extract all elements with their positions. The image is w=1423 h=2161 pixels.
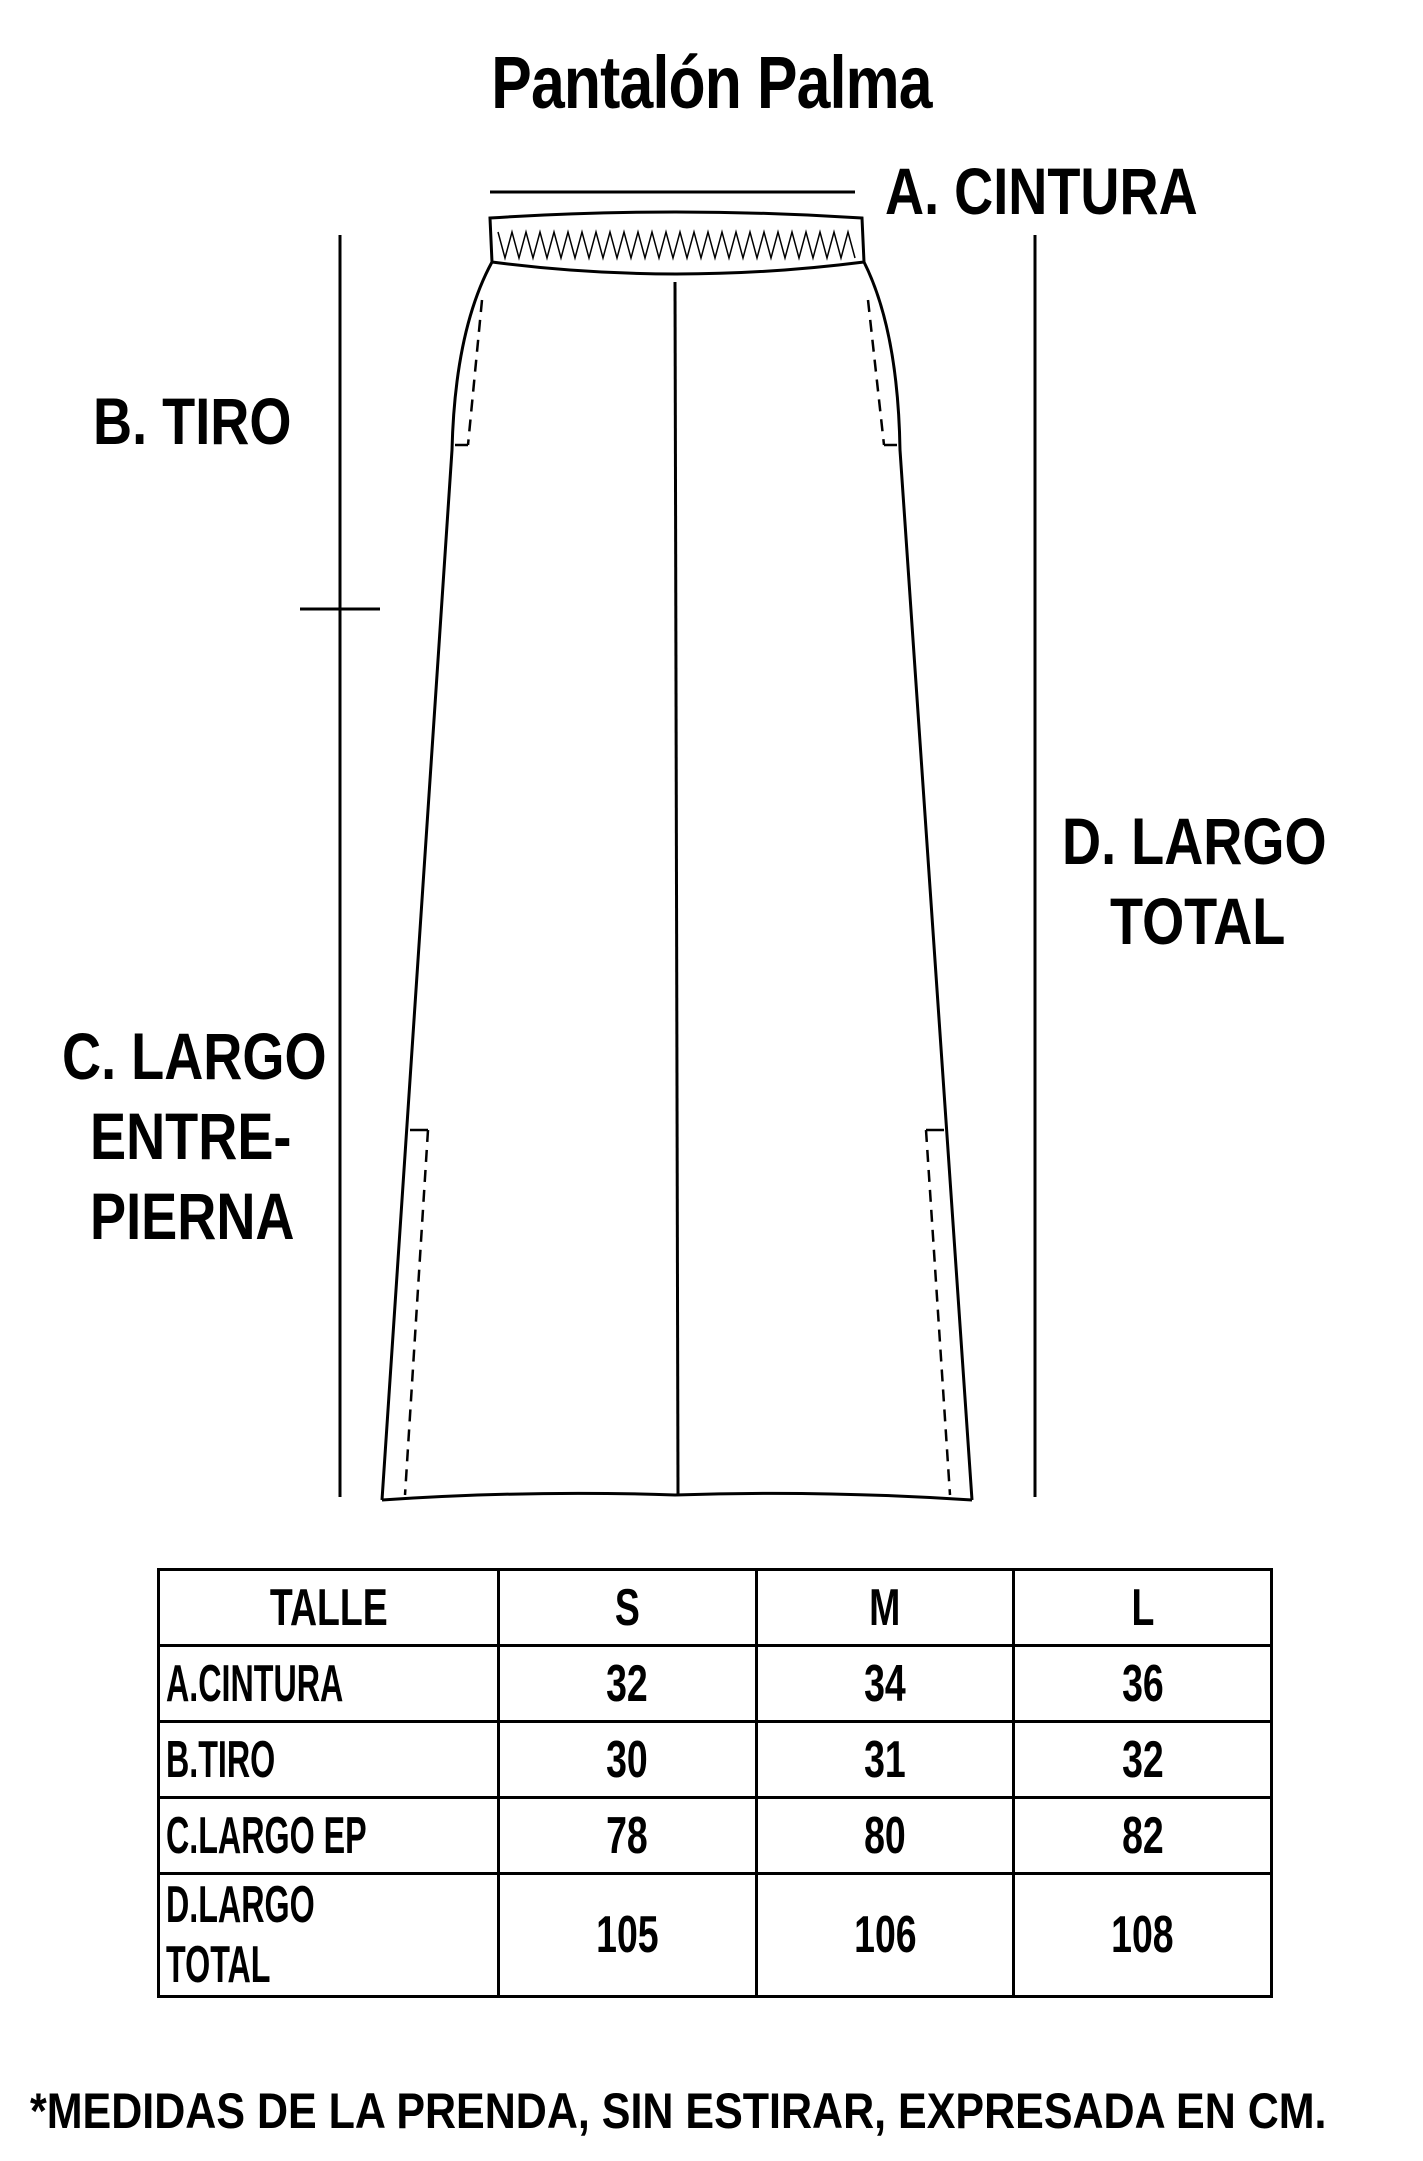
elastic-zigzag xyxy=(498,232,855,258)
table-row xyxy=(159,1722,1272,1798)
largo-total-label-line1: D. LARGO xyxy=(1062,804,1327,878)
table-cell: 106 xyxy=(756,1874,1014,1997)
table-row xyxy=(159,1874,1272,1997)
table-cell: 82 xyxy=(1014,1798,1272,1874)
table-row xyxy=(159,1646,1272,1722)
largo-entrepierna-label-line2: ENTRE- xyxy=(90,1099,292,1173)
largo-entrepierna-label-line1: C. LARGO xyxy=(62,1019,327,1093)
table-cell: 108 xyxy=(1014,1874,1272,1997)
table-header-row xyxy=(159,1570,1272,1646)
tiro-label: B. TIRO xyxy=(93,384,292,458)
table-cell: 30 xyxy=(499,1722,757,1798)
pants-outline xyxy=(382,212,972,1500)
table-cell: 32 xyxy=(499,1646,757,1722)
row-label: A.CINTURA xyxy=(159,1646,499,1722)
table-cell: 34 xyxy=(756,1646,1014,1722)
table-cell: 80 xyxy=(756,1798,1014,1874)
header-cell: TALLE xyxy=(159,1570,499,1646)
table-cell: 78 xyxy=(499,1798,757,1874)
row-label: B.TIRO xyxy=(159,1722,499,1798)
measurement-note: *MEDIDAS DE LA PRENDA, SIN ESTIRAR, EXPRESADA EN CM. xyxy=(30,2083,1327,2139)
table-cell: 31 xyxy=(756,1722,1014,1798)
header-cell: S xyxy=(499,1570,757,1646)
row-label: D.LARGO TOTAL xyxy=(159,1874,499,1997)
row-label: C.LARGO EP xyxy=(159,1798,499,1874)
table-cell: 105 xyxy=(499,1874,757,1997)
table-row xyxy=(159,1798,1272,1874)
table-cell: 36 xyxy=(1014,1646,1272,1722)
size-table xyxy=(157,1568,1273,1998)
table-cell: 32 xyxy=(1014,1722,1272,1798)
largo-entrepierna-label-line3: PIERNA xyxy=(90,1179,295,1253)
largo-total-label-line2: TOTAL xyxy=(1110,884,1286,958)
header-cell: M xyxy=(756,1570,1014,1646)
header-cell: L xyxy=(1014,1570,1272,1646)
cintura-label: A. CINTURA xyxy=(885,154,1198,228)
page-title: Pantalón Palma xyxy=(491,41,932,124)
